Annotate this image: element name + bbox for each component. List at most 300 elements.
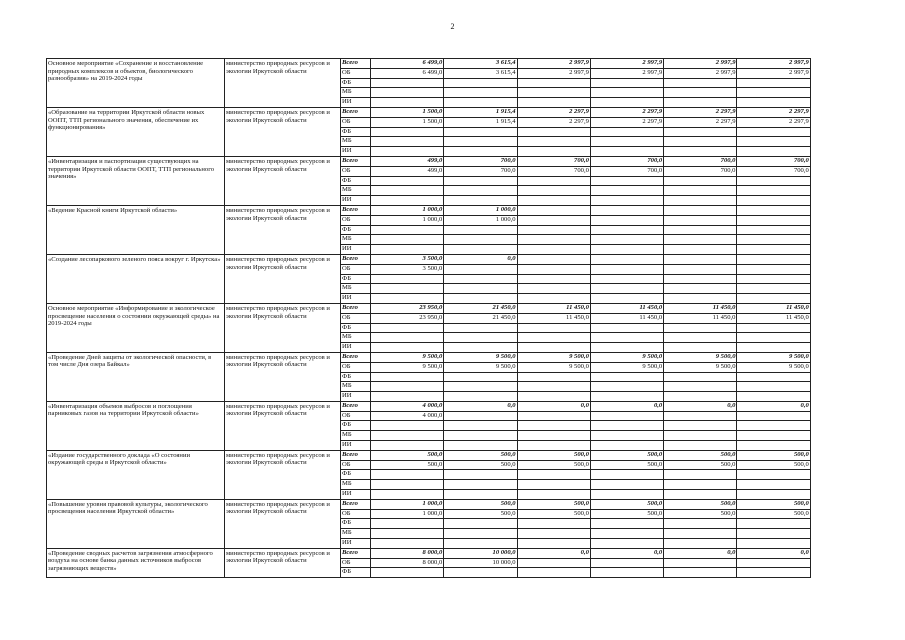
amount-cell bbox=[371, 333, 444, 343]
amount-cell bbox=[371, 235, 444, 245]
amount-cell bbox=[590, 441, 663, 451]
amount-cell bbox=[517, 558, 590, 568]
amount-cell bbox=[664, 215, 737, 225]
amount-cell bbox=[371, 196, 444, 206]
amount-cell bbox=[590, 431, 663, 441]
amount-cell bbox=[517, 323, 590, 333]
amount-cell bbox=[664, 333, 737, 343]
responsible-executor: министерство природных ресурсов и экологии Иркутской области bbox=[225, 156, 341, 205]
amount-cell bbox=[517, 176, 590, 186]
amount-cell: 23 950,0 bbox=[371, 313, 444, 323]
amount-cell bbox=[517, 235, 590, 245]
amount-cell bbox=[444, 539, 517, 549]
amount-cell bbox=[371, 529, 444, 539]
amount-cell: 0,0 bbox=[664, 401, 737, 411]
amount-cell bbox=[517, 254, 590, 264]
amount-cell bbox=[517, 490, 590, 500]
funding-source: ИИ bbox=[341, 294, 371, 304]
amount-cell bbox=[737, 568, 810, 578]
amount-cell: 2 997,9 bbox=[664, 68, 737, 78]
page-number: 2 bbox=[450, 22, 455, 31]
activity-name: «Проведение Дней защиты от экологической опасности, в том числе Дня озера Байкал» bbox=[47, 352, 225, 401]
activity-name: «Издание государственного доклада «О состоянии окружающей среды в Иркутской области» bbox=[47, 450, 225, 499]
activity-name: «Создание лесопаркового зеленого пояса вокруг г. Иркутска» bbox=[47, 254, 225, 303]
amount-cell bbox=[444, 333, 517, 343]
funding-source: Всего bbox=[341, 352, 371, 362]
funding-source: ФБ bbox=[341, 470, 371, 480]
amount-cell bbox=[444, 431, 517, 441]
funding-source: ОБ bbox=[341, 166, 371, 176]
amount-cell: 500,0 bbox=[664, 460, 737, 470]
amount-cell bbox=[517, 137, 590, 147]
amount-cell: 2 997,9 bbox=[590, 59, 663, 69]
amount-cell bbox=[371, 284, 444, 294]
amount-cell bbox=[517, 343, 590, 353]
amount-cell: 11 450,0 bbox=[664, 303, 737, 313]
responsible-executor: министерство природных ресурсов и экологии Иркутской области bbox=[225, 548, 341, 577]
amount-cell bbox=[664, 176, 737, 186]
amount-cell: 2 997,9 bbox=[517, 59, 590, 69]
funding-source: ФБ bbox=[341, 78, 371, 88]
amount-cell bbox=[444, 147, 517, 157]
amount-cell bbox=[737, 480, 810, 490]
amount-cell bbox=[444, 411, 517, 421]
responsible-executor: министерство природных ресурсов и экологии Иркутской области bbox=[225, 107, 341, 156]
funding-source: ФБ bbox=[341, 421, 371, 431]
amount-cell bbox=[517, 372, 590, 382]
amount-cell bbox=[371, 519, 444, 529]
table-row bbox=[47, 499, 811, 509]
amount-cell bbox=[737, 372, 810, 382]
amount-cell bbox=[517, 470, 590, 480]
amount-cell: 500,0 bbox=[737, 499, 810, 509]
amount-cell bbox=[664, 205, 737, 215]
amount-cell bbox=[737, 78, 810, 88]
amount-cell bbox=[517, 529, 590, 539]
funding-source: ИИ bbox=[341, 539, 371, 549]
funding-source: ИИ bbox=[341, 245, 371, 255]
amount-cell: 2 297,9 bbox=[664, 117, 737, 127]
amount-cell bbox=[444, 490, 517, 500]
amount-cell bbox=[664, 274, 737, 284]
amount-cell: 2 297,9 bbox=[664, 107, 737, 117]
amount-cell bbox=[444, 294, 517, 304]
amount-cell bbox=[590, 205, 663, 215]
amount-cell: 700,0 bbox=[517, 156, 590, 166]
amount-cell bbox=[590, 225, 663, 235]
amount-cell bbox=[517, 147, 590, 157]
amount-cell bbox=[371, 372, 444, 382]
funding-source: ФБ bbox=[341, 568, 371, 578]
amount-cell bbox=[664, 78, 737, 88]
activity-name: Основное мероприятие «Информирование и экологическое просвещение населения о состоянии окружающей среды» на 2019-2024 годы bbox=[47, 303, 225, 352]
funding-source: МБ bbox=[341, 333, 371, 343]
activity-name: «Повышение уровня правовой культуры, экологического просвещения населения Иркутской области» bbox=[47, 499, 225, 548]
amount-cell: 9 500,0 bbox=[737, 352, 810, 362]
responsible-executor: министерство природных ресурсов и экологии Иркутской области bbox=[225, 59, 341, 108]
amount-cell bbox=[737, 333, 810, 343]
amount-cell: 2 297,9 bbox=[517, 107, 590, 117]
amount-cell bbox=[737, 88, 810, 98]
responsible-executor: министерство природных ресурсов и экологии Иркутской области bbox=[225, 450, 341, 499]
amount-cell: 3 615,4 bbox=[444, 68, 517, 78]
amount-cell bbox=[737, 176, 810, 186]
amount-cell bbox=[590, 254, 663, 264]
amount-cell bbox=[444, 196, 517, 206]
amount-cell bbox=[371, 137, 444, 147]
table-row bbox=[47, 352, 811, 362]
amount-cell bbox=[517, 441, 590, 451]
amount-cell: 2 997,9 bbox=[517, 68, 590, 78]
amount-cell: 9 500,0 bbox=[590, 362, 663, 372]
amount-cell bbox=[371, 98, 444, 108]
amount-cell bbox=[664, 323, 737, 333]
amount-cell bbox=[371, 274, 444, 284]
amount-cell bbox=[590, 411, 663, 421]
amount-cell bbox=[590, 176, 663, 186]
amount-cell bbox=[737, 137, 810, 147]
amount-cell: 500,0 bbox=[590, 460, 663, 470]
funding-source: Всего bbox=[341, 107, 371, 117]
amount-cell bbox=[444, 382, 517, 392]
amount-cell bbox=[444, 274, 517, 284]
amount-cell bbox=[590, 215, 663, 225]
amount-cell: 4 000,0 bbox=[371, 401, 444, 411]
amount-cell bbox=[444, 98, 517, 108]
amount-cell: 1 000,0 bbox=[371, 205, 444, 215]
amount-cell bbox=[737, 98, 810, 108]
amount-cell bbox=[737, 274, 810, 284]
amount-cell bbox=[590, 274, 663, 284]
amount-cell bbox=[590, 196, 663, 206]
activity-name: «Инвентаризация объемов выбросов и поглощения парниковых газов на территории Иркутской области» bbox=[47, 401, 225, 450]
amount-cell bbox=[737, 186, 810, 196]
amount-cell: 1 000,0 bbox=[444, 205, 517, 215]
funding-source: МБ bbox=[341, 186, 371, 196]
amount-cell: 700,0 bbox=[737, 166, 810, 176]
amount-cell bbox=[444, 323, 517, 333]
amount-cell bbox=[517, 480, 590, 490]
amount-cell bbox=[590, 78, 663, 88]
amount-cell: 2 297,9 bbox=[737, 117, 810, 127]
amount-cell bbox=[444, 88, 517, 98]
amount-cell bbox=[664, 284, 737, 294]
amount-cell bbox=[590, 98, 663, 108]
funding-source: ОБ bbox=[341, 362, 371, 372]
amount-cell bbox=[737, 205, 810, 215]
amount-cell bbox=[737, 147, 810, 157]
amount-cell bbox=[737, 215, 810, 225]
amount-cell bbox=[664, 382, 737, 392]
amount-cell: 2 997,9 bbox=[664, 59, 737, 69]
amount-cell bbox=[517, 186, 590, 196]
amount-cell bbox=[737, 254, 810, 264]
funding-source: ОБ bbox=[341, 558, 371, 568]
amount-cell bbox=[444, 529, 517, 539]
amount-cell bbox=[517, 205, 590, 215]
amount-cell bbox=[664, 558, 737, 568]
funding-source: Всего bbox=[341, 499, 371, 509]
amount-cell bbox=[737, 235, 810, 245]
amount-cell: 0,0 bbox=[664, 548, 737, 558]
amount-cell: 11 450,0 bbox=[737, 303, 810, 313]
amount-cell bbox=[444, 470, 517, 480]
amount-cell: 2 997,9 bbox=[590, 68, 663, 78]
amount-cell bbox=[444, 264, 517, 274]
amount-cell: 500,0 bbox=[664, 450, 737, 460]
amount-cell bbox=[517, 431, 590, 441]
amount-cell bbox=[371, 147, 444, 157]
amount-cell bbox=[737, 441, 810, 451]
funding-source: МБ bbox=[341, 88, 371, 98]
amount-cell bbox=[590, 323, 663, 333]
amount-cell bbox=[590, 558, 663, 568]
amount-cell: 500,0 bbox=[517, 499, 590, 509]
amount-cell bbox=[517, 294, 590, 304]
amount-cell: 1 915,4 bbox=[444, 107, 517, 117]
amount-cell bbox=[371, 568, 444, 578]
amount-cell bbox=[371, 421, 444, 431]
table-row bbox=[47, 107, 811, 117]
amount-cell: 500,0 bbox=[517, 450, 590, 460]
amount-cell bbox=[444, 284, 517, 294]
amount-cell bbox=[371, 392, 444, 402]
amount-cell bbox=[444, 480, 517, 490]
funding-source: ИИ bbox=[341, 392, 371, 402]
amount-cell: 9 500,0 bbox=[444, 352, 517, 362]
amount-cell bbox=[664, 343, 737, 353]
funding-source: ФБ bbox=[341, 274, 371, 284]
amount-cell: 500,0 bbox=[517, 460, 590, 470]
amount-cell bbox=[444, 519, 517, 529]
amount-cell bbox=[664, 127, 737, 137]
amount-cell bbox=[737, 196, 810, 206]
amount-cell: 500,0 bbox=[517, 509, 590, 519]
funding-source: Всего bbox=[341, 156, 371, 166]
table-row bbox=[47, 59, 811, 69]
responsible-executor: министерство природных ресурсов и экологии Иркутской области bbox=[225, 205, 341, 254]
amount-cell: 9 500,0 bbox=[371, 352, 444, 362]
amount-cell: 700,0 bbox=[517, 166, 590, 176]
amount-cell bbox=[444, 343, 517, 353]
amount-cell bbox=[664, 411, 737, 421]
funding-source: ОБ bbox=[341, 215, 371, 225]
funding-source: ОБ bbox=[341, 411, 371, 421]
table-row bbox=[47, 254, 811, 264]
funding-source: ИИ bbox=[341, 490, 371, 500]
amount-cell bbox=[444, 372, 517, 382]
amount-cell bbox=[590, 284, 663, 294]
amount-cell: 9 500,0 bbox=[444, 362, 517, 372]
activity-name: «Образование на территории Иркутской области новых ООПТ, ТТП регионального значения, обеспечение их функционирования» bbox=[47, 107, 225, 156]
funding-source: МБ bbox=[341, 480, 371, 490]
amount-cell bbox=[664, 480, 737, 490]
amount-cell: 2 297,9 bbox=[590, 117, 663, 127]
responsible-executor: министерство природных ресурсов и экологии Иркутской области bbox=[225, 254, 341, 303]
amount-cell: 700,0 bbox=[590, 166, 663, 176]
amount-cell: 700,0 bbox=[737, 156, 810, 166]
amount-cell bbox=[737, 470, 810, 480]
amount-cell: 2 997,9 bbox=[737, 59, 810, 69]
amount-cell bbox=[590, 568, 663, 578]
responsible-executor: министерство природных ресурсов и экологии Иркутской области bbox=[225, 303, 341, 352]
amount-cell bbox=[737, 421, 810, 431]
amount-cell bbox=[664, 186, 737, 196]
amount-cell: 0,0 bbox=[737, 548, 810, 558]
funding-source: ОБ bbox=[341, 117, 371, 127]
amount-cell bbox=[590, 519, 663, 529]
amount-cell bbox=[371, 186, 444, 196]
amount-cell: 8 000,0 bbox=[371, 548, 444, 558]
amount-cell bbox=[517, 274, 590, 284]
funding-source: ФБ bbox=[341, 176, 371, 186]
amount-cell bbox=[371, 294, 444, 304]
budget-table bbox=[46, 58, 811, 578]
amount-cell bbox=[444, 235, 517, 245]
funding-source: Всего bbox=[341, 401, 371, 411]
amount-cell: 500,0 bbox=[371, 450, 444, 460]
table-row bbox=[47, 450, 811, 460]
amount-cell: 2 297,9 bbox=[590, 107, 663, 117]
amount-cell bbox=[371, 539, 444, 549]
amount-cell: 11 450,0 bbox=[737, 313, 810, 323]
amount-cell: 1 915,4 bbox=[444, 117, 517, 127]
funding-source: МБ bbox=[341, 284, 371, 294]
table-row bbox=[47, 303, 811, 313]
amount-cell bbox=[517, 98, 590, 108]
amount-cell bbox=[590, 264, 663, 274]
activity-name: «Ведение Красной книги Иркутской области» bbox=[47, 205, 225, 254]
amount-cell: 4 000,0 bbox=[371, 411, 444, 421]
amount-cell bbox=[444, 392, 517, 402]
amount-cell: 9 500,0 bbox=[737, 362, 810, 372]
funding-source: ФБ bbox=[341, 127, 371, 137]
amount-cell bbox=[590, 421, 663, 431]
amount-cell: 500,0 bbox=[737, 509, 810, 519]
amount-cell bbox=[590, 392, 663, 402]
amount-cell bbox=[737, 382, 810, 392]
amount-cell bbox=[664, 245, 737, 255]
amount-cell: 6 499,0 bbox=[371, 59, 444, 69]
amount-cell bbox=[737, 245, 810, 255]
funding-source: МБ bbox=[341, 137, 371, 147]
amount-cell: 499,0 bbox=[371, 156, 444, 166]
amount-cell bbox=[664, 529, 737, 539]
amount-cell: 0,0 bbox=[444, 401, 517, 411]
amount-cell bbox=[517, 421, 590, 431]
amount-cell bbox=[444, 225, 517, 235]
amount-cell: 499,0 bbox=[371, 166, 444, 176]
amount-cell bbox=[664, 225, 737, 235]
amount-cell: 3 500,0 bbox=[371, 254, 444, 264]
table-row bbox=[47, 205, 811, 215]
amount-cell bbox=[590, 137, 663, 147]
amount-cell bbox=[590, 235, 663, 245]
amount-cell: 11 450,0 bbox=[664, 313, 737, 323]
amount-cell bbox=[517, 264, 590, 274]
amount-cell bbox=[737, 490, 810, 500]
amount-cell bbox=[664, 88, 737, 98]
amount-cell: 700,0 bbox=[590, 156, 663, 166]
funding-source: ИИ bbox=[341, 441, 371, 451]
funding-source: ИИ bbox=[341, 343, 371, 353]
amount-cell: 8 000,0 bbox=[371, 558, 444, 568]
amount-cell bbox=[371, 490, 444, 500]
amount-cell bbox=[664, 254, 737, 264]
amount-cell: 9 500,0 bbox=[517, 362, 590, 372]
funding-source: МБ bbox=[341, 235, 371, 245]
amount-cell bbox=[517, 88, 590, 98]
amount-cell: 1 000,0 bbox=[371, 215, 444, 225]
amount-cell: 10 000,0 bbox=[444, 548, 517, 558]
funding-source: Всего bbox=[341, 59, 371, 69]
amount-cell bbox=[590, 372, 663, 382]
amount-cell: 3 500,0 bbox=[371, 264, 444, 274]
amount-cell bbox=[517, 568, 590, 578]
amount-cell: 0,0 bbox=[737, 401, 810, 411]
amount-cell bbox=[517, 225, 590, 235]
amount-cell bbox=[517, 196, 590, 206]
amount-cell bbox=[590, 294, 663, 304]
amount-cell: 21 450,0 bbox=[444, 313, 517, 323]
amount-cell bbox=[590, 147, 663, 157]
amount-cell: 9 500,0 bbox=[371, 362, 444, 372]
amount-cell: 500,0 bbox=[444, 499, 517, 509]
amount-cell: 10 000,0 bbox=[444, 558, 517, 568]
amount-cell: 0,0 bbox=[590, 548, 663, 558]
amount-cell bbox=[371, 382, 444, 392]
amount-cell bbox=[737, 264, 810, 274]
amount-cell bbox=[444, 441, 517, 451]
funding-source: Всего bbox=[341, 303, 371, 313]
amount-cell: 500,0 bbox=[371, 460, 444, 470]
amount-cell: 500,0 bbox=[737, 460, 810, 470]
amount-cell bbox=[737, 558, 810, 568]
amount-cell: 23 950,0 bbox=[371, 303, 444, 313]
amount-cell bbox=[590, 382, 663, 392]
amount-cell bbox=[737, 529, 810, 539]
amount-cell bbox=[444, 186, 517, 196]
amount-cell bbox=[517, 127, 590, 137]
funding-source: Всего bbox=[341, 205, 371, 215]
amount-cell bbox=[517, 245, 590, 255]
funding-source: ФБ bbox=[341, 323, 371, 333]
funding-source: ОБ bbox=[341, 509, 371, 519]
amount-cell: 500,0 bbox=[590, 450, 663, 460]
funding-source: ИИ bbox=[341, 196, 371, 206]
funding-source: ИИ bbox=[341, 98, 371, 108]
amount-cell: 11 450,0 bbox=[590, 303, 663, 313]
amount-cell bbox=[664, 137, 737, 147]
amount-cell bbox=[664, 421, 737, 431]
amount-cell bbox=[371, 127, 444, 137]
amount-cell bbox=[517, 411, 590, 421]
amount-cell bbox=[371, 343, 444, 353]
amount-cell bbox=[664, 392, 737, 402]
amount-cell bbox=[444, 421, 517, 431]
amount-cell: 3 615,4 bbox=[444, 59, 517, 69]
activity-name: Основное мероприятие «Сохранение и восстановление природных комплексов и объектов, биологического разнообразия» на 2019-2024 годы bbox=[47, 59, 225, 108]
responsible-executor: министерство природных ресурсов и экологии Иркутской области bbox=[225, 352, 341, 401]
amount-cell: 700,0 bbox=[664, 156, 737, 166]
amount-cell: 11 450,0 bbox=[517, 313, 590, 323]
amount-cell bbox=[371, 431, 444, 441]
table-row bbox=[47, 156, 811, 166]
amount-cell: 500,0 bbox=[444, 450, 517, 460]
amount-cell bbox=[664, 441, 737, 451]
amount-cell bbox=[590, 490, 663, 500]
amount-cell bbox=[664, 264, 737, 274]
